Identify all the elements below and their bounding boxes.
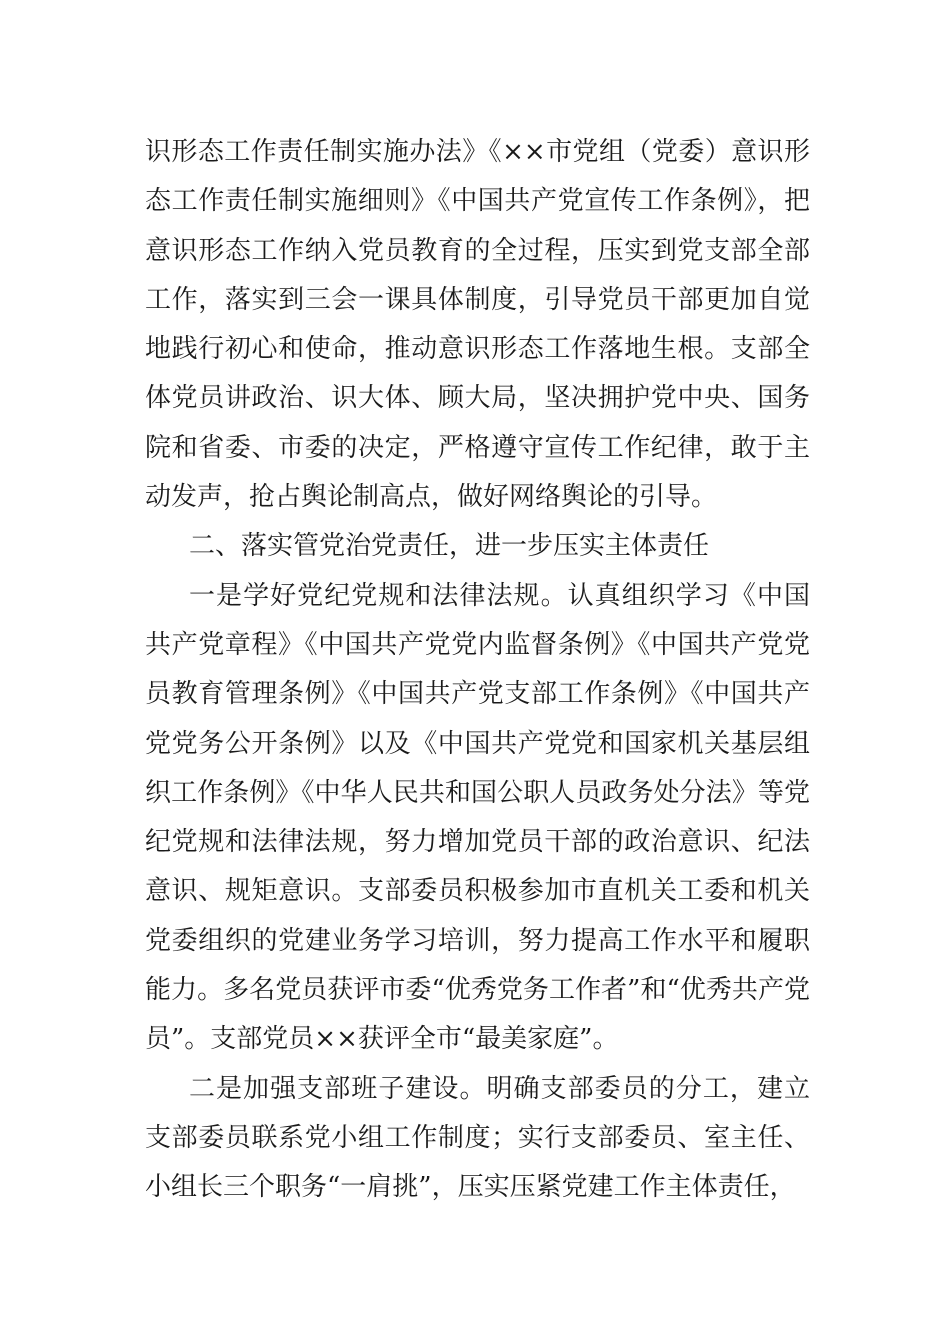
section-heading-party-governance: 二、落实管党治党责任，进一步压实主体责任 [189, 531, 710, 562]
paragraph-branch-team-building: 二是加强支部班子建设。明确支部委员的分工，建立支部委员联系党小组工作制度；实行支部委员、室主任、小组长三个职务“一肩挑”，压实压紧党建工作主体责任， [145, 1073, 810, 1203]
paragraph-study-regulations: 一是学好党纪党规和法律法规。认真组织学习《中国共产党章程》《中国共产党党内监督条例》《中国共产党党员教育管理条例》《中国共产党支部工作条例》《中国共产党党务公开条例》以及《中国共产党党和国家机关基层组织工作条例》《中华人民共和国公职人员政务处分法》等党纪党规和法律法规，努力增加党员干部的政治意识、纪法意识、规矩意识。支部委员积极参加市直机关工委和机关党委组织的党建业务学习培训，努力提高工作水平和履职能力。多名党员获评市委“优秀党务工作者”和“优秀共产党员”。支部党员××获评全市“最美家庭”。 [145, 580, 810, 1055]
paragraph-ideology-responsibility: 识形态工作责任制实施办法》《××市党组（党委）意识形态工作责任制实施细则》《中国共产党宣传工作条例》，把意识形态工作纳入党员教育的全过程，压实到党支部全部工作，落实到三会一课具体制度，引导党员干部更加自觉地践行初心和使命，推动意识形态工作落地生根。支部全体党员讲政治、识大体、顾大局，坚决拥护党中央、国务院和省委、市委的决定，严格遵守宣传工作纪律，敢于主动发声，抢占舆论制高点，做好网络舆论的引导。 [145, 137, 810, 513]
document-body [145, 128, 810, 1213]
